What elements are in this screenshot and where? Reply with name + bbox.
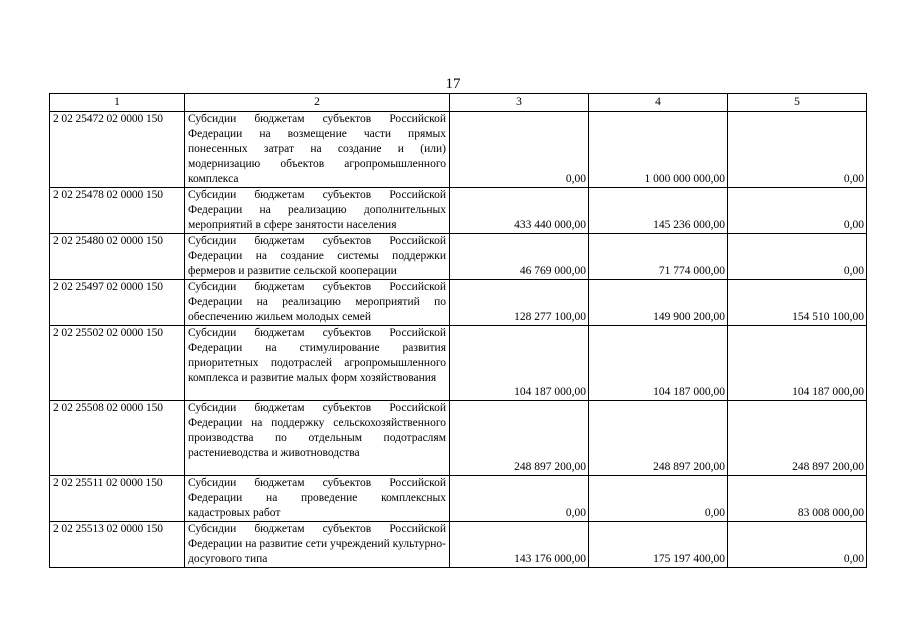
budget-table [49, 93, 867, 568]
row-value-col5: 248 897 200,00 [728, 401, 867, 476]
row-description: Субсидии бюджетам субъектов Российской Федерации на поддержку сельскохозяйственного производства по отдельным подотраслям растениеводства и животноводства [185, 401, 450, 476]
row-value-col5: 0,00 [728, 112, 867, 188]
row-value-col5: 0,00 [728, 188, 867, 234]
row-value-col4: 145 236 000,00 [589, 188, 728, 234]
row-value-col4: 71 774 000,00 [589, 234, 728, 280]
table-body [50, 112, 867, 568]
row-value-col5: 0,00 [728, 234, 867, 280]
table-row [50, 280, 867, 326]
row-code: 2 02 25508 02 0000 150 [50, 401, 185, 476]
row-value-col4: 0,00 [589, 476, 728, 522]
row-code: 2 02 25502 02 0000 150 [50, 326, 185, 401]
row-value-col4: 149 900 200,00 [589, 280, 728, 326]
table-row [50, 522, 867, 568]
column-header-2: 2 [185, 94, 450, 112]
row-value-col3: 433 440 000,00 [450, 188, 589, 234]
row-value-col4: 175 197 400,00 [589, 522, 728, 568]
row-description: Субсидии бюджетам субъектов Российской Федерации на реализацию дополнительных мероприятий в сфере занятости населения [185, 188, 450, 234]
table-row [50, 188, 867, 234]
column-header-3: 3 [450, 94, 589, 112]
header-row [50, 94, 867, 112]
row-code: 2 02 25497 02 0000 150 [50, 280, 185, 326]
row-code: 2 02 25511 02 0000 150 [50, 476, 185, 522]
row-description: Субсидии бюджетам субъектов Российской Федерации на реализацию мероприятий по обеспечению жильем молодых семей [185, 280, 450, 326]
row-description: Субсидии бюджетам субъектов Российской Федерации на стимулирование развития приоритетных подотраслей агропромышленного комплекса и развитие малых форм хозяйствования [185, 326, 450, 401]
row-description: Субсидии бюджетам субъектов Российской Федерации на проведение комплексных кадастровых работ [185, 476, 450, 522]
row-value-col4: 1 000 000 000,00 [589, 112, 728, 188]
row-value-col3: 248 897 200,00 [450, 401, 589, 476]
table-row [50, 234, 867, 280]
row-code: 2 02 25513 02 0000 150 [50, 522, 185, 568]
page-number: 17 [445, 76, 461, 92]
table-row [50, 112, 867, 188]
row-value-col5: 83 008 000,00 [728, 476, 867, 522]
row-value-col3: 128 277 100,00 [450, 280, 589, 326]
row-description: Субсидии бюджетам субъектов Российской Федерации на создание системы поддержки фермеров и развитие сельской кооперации [185, 234, 450, 280]
table-row [50, 476, 867, 522]
row-value-col3: 143 176 000,00 [450, 522, 589, 568]
row-description: Субсидии бюджетам субъектов Российской Федерации на возмещение части прямых понесенных затрат на создание и (или) модернизацию объектов агропромышленного комплекса [185, 112, 450, 188]
table-row [50, 326, 867, 401]
row-code: 2 02 25480 02 0000 150 [50, 234, 185, 280]
row-value-col5: 154 510 100,00 [728, 280, 867, 326]
row-description: Субсидии бюджетам субъектов Российской Федерации на развитие сети учреждений культурно-досугового типа [185, 522, 450, 568]
row-value-col3: 0,00 [450, 476, 589, 522]
row-value-col3: 46 769 000,00 [450, 234, 589, 280]
row-value-col5: 0,00 [728, 522, 867, 568]
row-value-col3: 0,00 [450, 112, 589, 188]
row-value-col4: 248 897 200,00 [589, 401, 728, 476]
column-header-4: 4 [589, 94, 728, 112]
row-value-col3: 104 187 000,00 [450, 326, 589, 401]
row-code: 2 02 25478 02 0000 150 [50, 188, 185, 234]
table-row [50, 401, 867, 476]
row-value-col5: 104 187 000,00 [728, 326, 867, 401]
row-code: 2 02 25472 02 0000 150 [50, 112, 185, 188]
column-header-5: 5 [728, 94, 867, 112]
column-header-1: 1 [50, 94, 185, 112]
row-value-col4: 104 187 000,00 [589, 326, 728, 401]
table-header [50, 94, 867, 112]
